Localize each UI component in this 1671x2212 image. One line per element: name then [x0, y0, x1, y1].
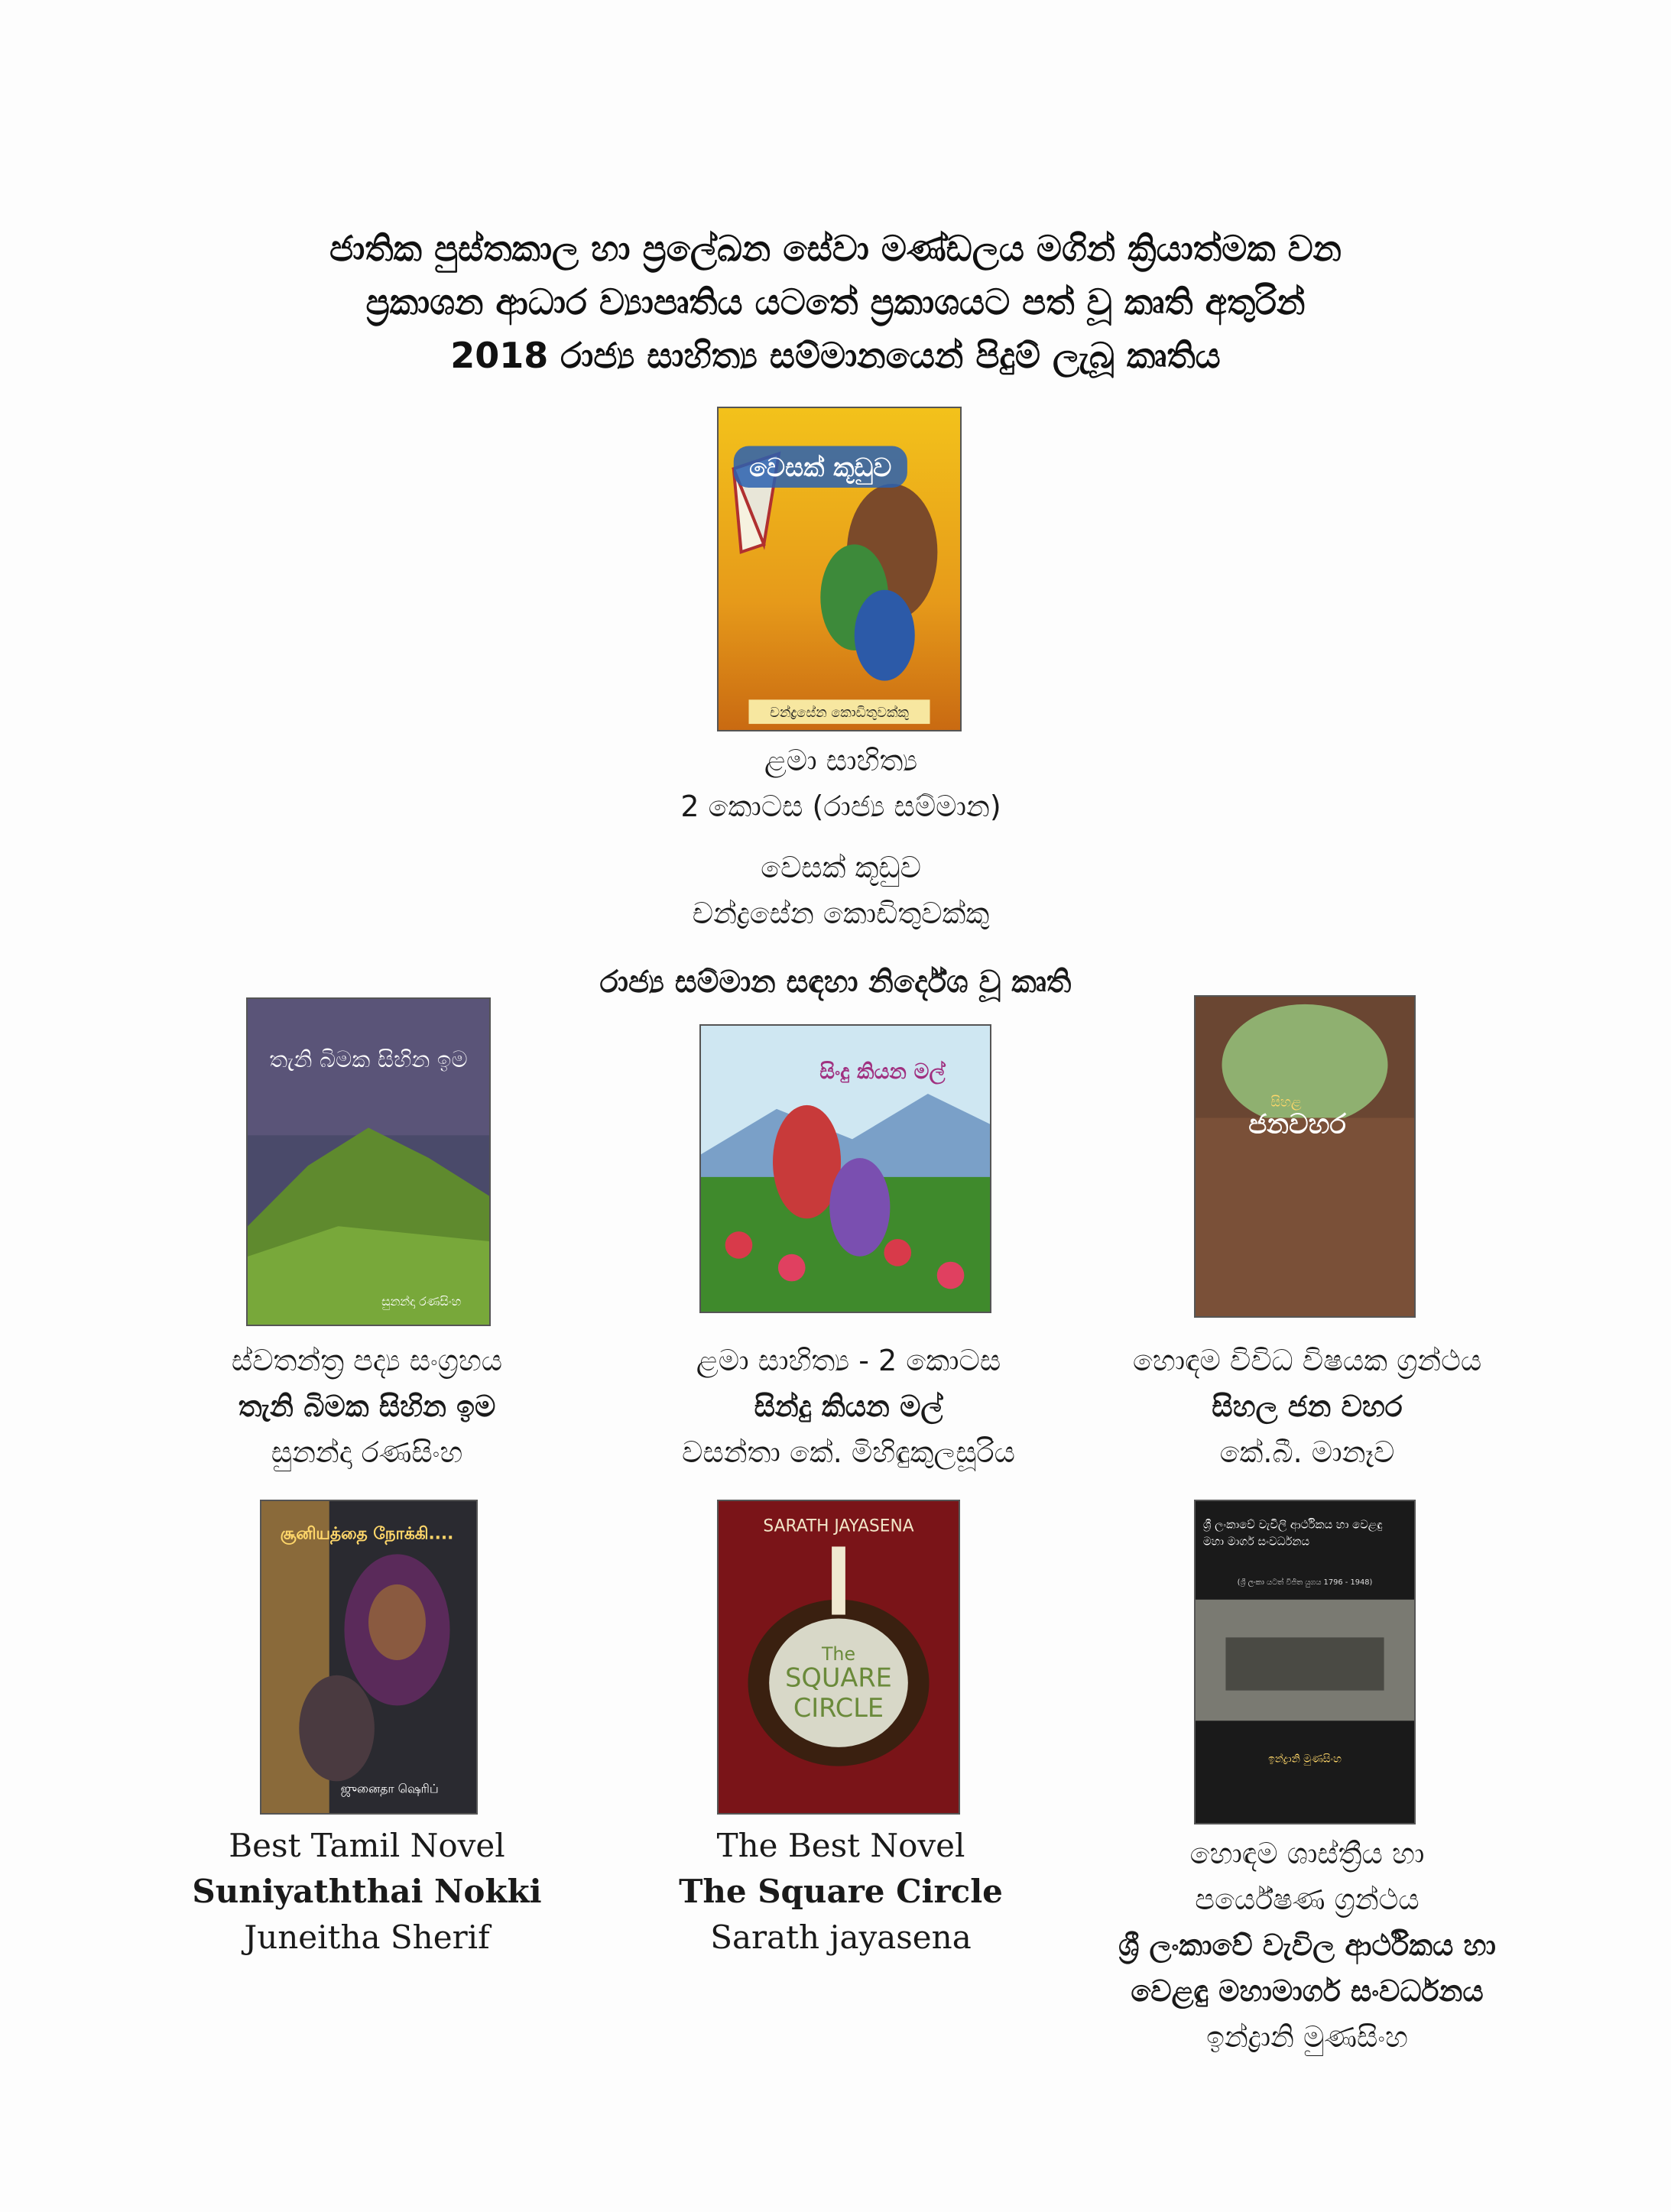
- book-cover-4: [260, 1500, 478, 1815]
- book-2-title: සින්දු කියන මල්: [754, 1390, 943, 1423]
- book-caption-4: [138, 1823, 596, 1961]
- winner-title: වෙසක් කූඩුව: [761, 851, 921, 884]
- book-1-author: සුනන්දා රණසිංහ: [271, 1435, 463, 1469]
- book-3-category: හොඳම විවිධ විෂයක ග්‍රන්ථය: [1132, 1344, 1482, 1377]
- book-caption-3: [1070, 1338, 1544, 1475]
- nominated-heading: රාජ්‍ය සම්මාන සඳහා නිර්දේශ වූ කෘති: [599, 965, 1072, 1000]
- winner-caption: [535, 738, 1147, 936]
- header-line-1: ජාතික පුස්තකාල හා ප්‍රලේඛන සේවා මණ්ඩලය මගින් ක්‍රියාත්මක වන: [329, 228, 1342, 269]
- winner-cover-author: චන්ද්‍රසේන කොඩිතුවක්කු: [770, 705, 909, 722]
- book-cover-1-title: තැනි බිමක සිහින ඉම: [269, 1046, 468, 1073]
- book-caption-6: [1040, 1831, 1575, 2060]
- winner-section: 2 කොටස (රාජ්‍ය සම්මාන): [680, 790, 1001, 823]
- book-cover-3: [1194, 995, 1416, 1318]
- book-caption-2: [596, 1338, 1101, 1475]
- header-line-3: 2018 රාජ්‍ය සාහිත්‍ය සම්මානයෙන් පිදුම් ලැබූ කෘතිය: [450, 335, 1221, 376]
- book-cover-3-title: ජනවහර: [1248, 1108, 1347, 1140]
- book-5-title: The Square Circle: [679, 1873, 1003, 1910]
- book-3-title: සිහල ජන වහර: [1212, 1390, 1403, 1423]
- book-cover-2: [699, 1024, 991, 1313]
- page-header: [0, 222, 1671, 382]
- book-cover-1: [246, 997, 491, 1326]
- book-cover-5-t1: The: [821, 1643, 856, 1665]
- book-cover-6-note: (ශ්‍රී ලංකා යටත් විජිත යුගය 1796 - 1948): [1237, 1578, 1373, 1587]
- winner-cover-title: වෙසක් කූඩුව: [749, 452, 892, 483]
- book-2-author: වසන්තා කේ. මිහිඳුකුලසූරිය: [682, 1435, 1015, 1469]
- book-cover-5-t3: CIRCLE: [793, 1693, 884, 1724]
- book-4-category: Best Tamil Novel: [229, 1827, 505, 1864]
- book-caption-5: [612, 1823, 1070, 1961]
- book-6-category-1: හොඳම ශාස්ත්‍රීය හා: [1189, 1837, 1425, 1870]
- book-cover-5-t2: SQUARE: [785, 1662, 892, 1693]
- winner-category: ළමා සාහිත්‍ය: [764, 744, 918, 777]
- book-6-title-1: ශ්‍රී ලංකාවේ වැවිල ආර්ථිකය හා: [1118, 1928, 1496, 1962]
- book-1-title: තැනි බිමක සිහින ඉම: [238, 1390, 496, 1423]
- book-cover-1-author: සුනන්දා රණසිංහ: [381, 1294, 462, 1309]
- book-1-category: ස්වතන්ත්‍ර පද්‍ය සංග්‍රහය: [231, 1344, 503, 1377]
- book-cover-4-author: ஜுனைதா ஷெரிப்: [340, 1781, 439, 1796]
- book-3-author: කේ.බී. මානෑව: [1219, 1435, 1395, 1469]
- book-5-category: The Best Novel: [716, 1827, 965, 1864]
- book-5-author: Sarath jayasena: [710, 1918, 972, 1956]
- book-cover-5-author: SARATH JAYASENA: [763, 1516, 914, 1536]
- book-cover-6-title: ශ්‍රී ලංකාවේ වැවිලි ආර්ථිකය හා වෙළඳු මහා මාර්ග සංවර්ධනය: [1202, 1517, 1383, 1549]
- book-6-category-2: පර්යේෂණ ග්‍රන්ථය: [1195, 1883, 1420, 1916]
- book-cover-5: [717, 1500, 960, 1815]
- book-4-author: Juneitha Sherif: [244, 1918, 490, 1956]
- winner-cover: [717, 407, 962, 731]
- winner-cover-art: [719, 408, 960, 730]
- book-cover-6-author: ඉන්ද්‍රානි මුණසිංහ: [1268, 1753, 1342, 1766]
- book-cover-4-title: சூனியத்தை நோக்கி....: [280, 1524, 454, 1544]
- book-6-title-2: වෙළඳු මහාමාර්ග සංවර්ධනය: [1131, 1974, 1484, 2008]
- book-caption-1: [138, 1338, 596, 1475]
- header-line-2: ප්‍රකාශන ආධාර ව්‍යාපෘතිය යටතේ ප්‍රකාශයට පත් වූ කෘති අතුරින්: [365, 281, 1306, 323]
- book-4-title: Suniyaththai Nokki: [192, 1873, 542, 1910]
- winner-author: චන්ද්‍රසේන කොඩිතුවක්කු: [692, 897, 990, 930]
- book-2-category: ළමා සාහිත්‍ය - 2 කොටස: [696, 1344, 1001, 1377]
- book-cover-6: [1194, 1500, 1416, 1824]
- book-cover-3-small: සිහළ: [1270, 1094, 1302, 1111]
- book-6-author: ඉන්ද්‍රානි මුණසිංහ: [1206, 2020, 1408, 2054]
- book-cover-2-title: සිංදු කියන මල්: [819, 1059, 946, 1085]
